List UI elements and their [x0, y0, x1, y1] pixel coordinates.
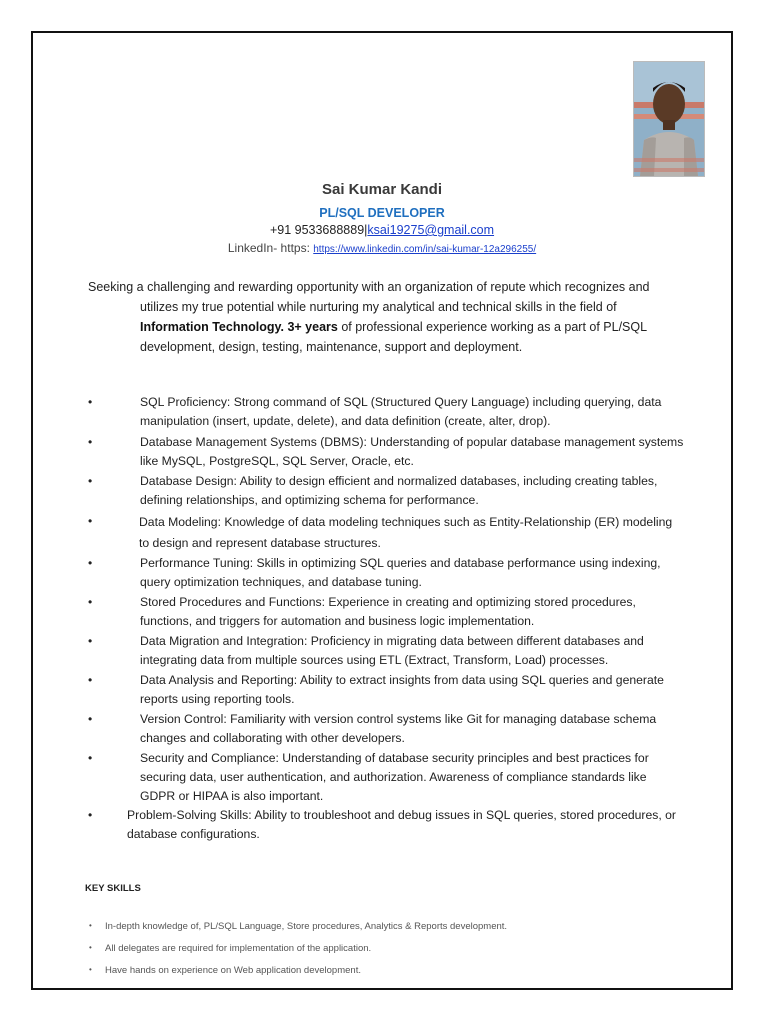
- bullet-icon: •: [88, 712, 93, 726]
- bullet-icon: •: [88, 808, 93, 822]
- objective-summary: [88, 277, 668, 357]
- linkedin-line: [33, 241, 731, 255]
- skill-text: Security and Compliance: Understanding of database security principles and best practices for securing data, user authentication, and authorization. Awareness of compliance standards like GDPR or HIPAA is also important.: [140, 751, 649, 803]
- contact-separator: |: [364, 223, 368, 237]
- skill-text: Database Management Systems (DBMS): Understanding of popular database management systems like MySQL, PostgreSQL, SQL Server, Oracle, etc.: [140, 435, 684, 468]
- bullet-icon: •: [88, 435, 93, 449]
- candidate-name: Sai Kumar Kandi: [321, 181, 443, 198]
- summary-text: of professional experience working as a part of PL/SQL: [337, 320, 648, 334]
- skill-text: Problem-Solving Skills: Ability to troubleshoot and debug issues in SQL queries, stored procedures, or database configurations.: [127, 808, 676, 841]
- skill-text: Performance Tuning: Skills in optimizing SQL queries and database performance using indexing, query optimization techniques, and database tuning.: [140, 556, 661, 589]
- summary-line: development, design, testing, maintenance, support and deployment.: [140, 340, 523, 354]
- bullet-icon: •: [88, 395, 93, 409]
- bullet-icon: •: [88, 556, 93, 570]
- bullet-icon: •: [89, 965, 92, 974]
- summary-highlight: Information Technology. 3+ years: [140, 320, 338, 334]
- key-skills-heading: KEY SKILLS: [85, 883, 141, 894]
- summary-line: Seeking a challenging and rewarding opportunity with an organization of repute which recognizes and: [88, 280, 650, 294]
- key-skill-text: All delegates are required for implementation of the application.: [105, 943, 372, 954]
- key-skill-text: Have hands on experience on Web application development.: [105, 965, 361, 976]
- phone-number: +91 9533688889: [269, 223, 365, 237]
- skill-text: Database Design: Ability to design efficient and normalized databases, including creating tables, defining relationships, and optimizing schema for performance.: [140, 474, 658, 507]
- contact-line: [33, 223, 731, 237]
- skill-text: Data Modeling: Knowledge of data modeling techniques such as Entity-Relationship (ER) modeling to design and represent database structures.: [139, 515, 673, 550]
- summary-line: utilizes my true potential while nurturing my analytical and technical skills in the field of: [140, 300, 617, 314]
- bullet-icon: •: [88, 514, 93, 528]
- skill-text: SQL Proficiency: Strong command of SQL (Structured Query Language) including querying, data manipulation (insert, update, delete), and data definition (create, alter, drop).: [140, 395, 662, 428]
- job-title: PL/SQL DEVELOPER: [319, 206, 445, 220]
- bullet-icon: •: [89, 921, 92, 930]
- bullet-icon: •: [88, 595, 93, 609]
- bullet-icon: •: [88, 673, 93, 687]
- linkedin-link[interactable]: https://www.linkedin.com/in/sai-kumar-12a296255/: [313, 244, 537, 255]
- bullet-icon: •: [89, 943, 92, 952]
- skill-text: Data Migration and Integration: Proficiency in migrating data between different databases and integrating data from multiple sources using ETL (Extract, Transform, Load) processes.: [140, 634, 644, 667]
- skill-text: Data Analysis and Reporting: Ability to extract insights from data using SQL queries and generate reports using reporting tools.: [140, 673, 664, 706]
- summary-line: [88, 317, 668, 337]
- profile-photo: [633, 61, 705, 177]
- key-skill-item: [83, 943, 703, 965]
- bullet-icon: •: [88, 634, 93, 648]
- key-skill-item: [83, 921, 703, 943]
- key-skill-item: [83, 965, 703, 987]
- key-skill-text: In-depth knowledge of, PL/SQL Language, Store procedures, Analytics & Reports development.: [105, 921, 508, 932]
- bullet-icon: •: [88, 474, 93, 488]
- skill-text: Version Control: Familiarity with version control systems like Git for managing database schema changes and collaborating with other developers.: [140, 712, 657, 745]
- resume-page: [31, 31, 733, 990]
- email-link[interactable]: ksai19275@gmail.com: [367, 223, 495, 237]
- linkedin-label: LinkedIn- https:: [227, 241, 314, 255]
- skill-text: Stored Procedures and Functions: Experience in creating and optimizing stored procedures, functions, and triggers for automation and business logic implementation.: [140, 595, 636, 628]
- key-skills-list: [83, 921, 703, 987]
- bullet-icon: •: [88, 751, 93, 765]
